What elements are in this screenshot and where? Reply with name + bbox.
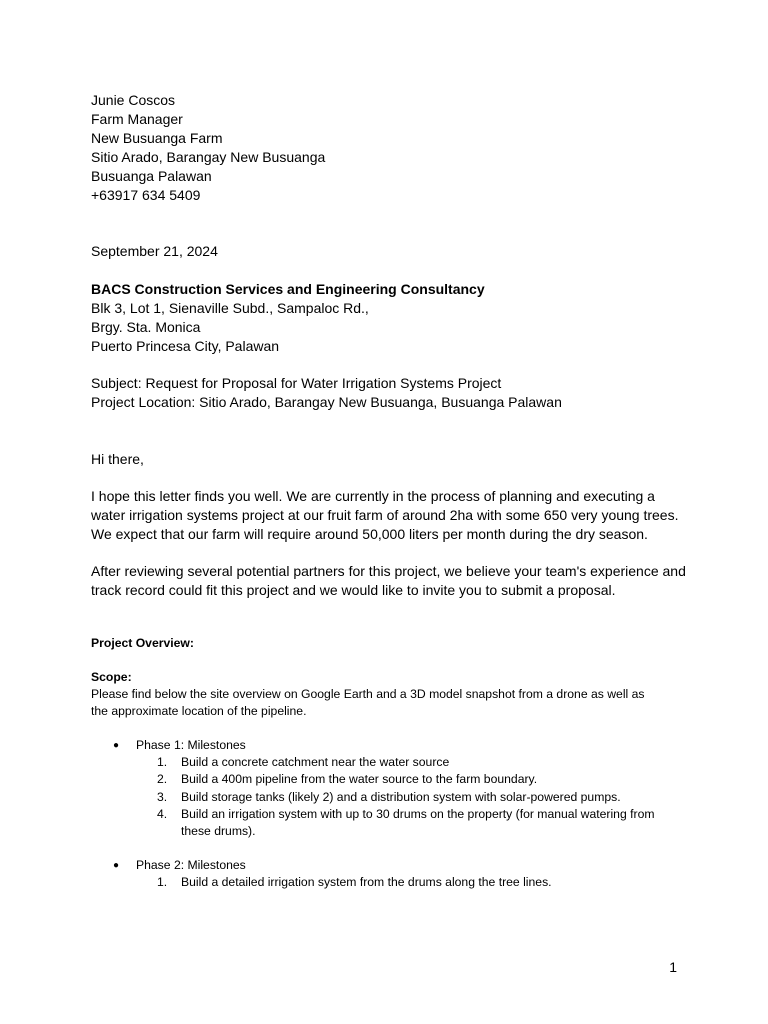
subject-block: [91, 374, 691, 412]
page-number: 1: [669, 959, 677, 975]
item-number: 2.: [157, 772, 168, 786]
item-text: Build an irrigation system with up to 30 drums on the property (for manual watering from these drums).: [181, 807, 655, 838]
greeting: Hi there,: [91, 451, 144, 467]
scope-block: [91, 669, 691, 720]
recipient-address-line-3: Puerto Princesa City, Palawan: [91, 338, 280, 354]
greeting-block: [91, 450, 691, 469]
project-location-line: Project Location: Sitio Arado, Barangay New Busuanga, Busuanga Palawan: [91, 394, 562, 410]
subject-line: Subject: Request for Proposal for Water Irrigation Systems Project: [91, 375, 502, 391]
bullet-icon: ●: [113, 740, 120, 751]
letter-date: September 21, 2024: [91, 243, 218, 259]
item-number: 3.: [157, 790, 168, 804]
overview-heading: Project Overview:: [91, 636, 194, 650]
paragraph-line: water irrigation systems project at our fruit farm of around 2ha with some 650 very young trees.: [91, 507, 679, 523]
paragraph-intro: [91, 487, 691, 544]
sender-title: Farm Manager: [91, 111, 183, 127]
paragraph-line: track record could fit this project and we would like to invite you to submit a proposal.: [91, 582, 616, 598]
item-text: Build a detailed irrigation system from the drums along the tree lines.: [181, 875, 552, 889]
phase-1-label: Phase 1: Milestones: [136, 738, 246, 752]
item-number: 1.: [157, 755, 168, 769]
sender-phone: +63917 634 5409: [91, 187, 201, 203]
scope-text-line: the approximate location of the pipeline.: [91, 704, 307, 718]
recipient-company: BACS Construction Services and Engineering Consultancy: [91, 281, 485, 297]
sender-name: Junie Coscos: [91, 92, 176, 108]
paragraph-partners: [91, 562, 691, 600]
scope-text-line: Please find below the site overview on Google Earth and a 3D model snapshot from a drone as well as: [91, 687, 645, 701]
sender-address-line-1: Sitio Arado, Barangay New Busuanga: [91, 149, 326, 165]
letter-date-block: [91, 242, 691, 261]
scope-heading: Scope:: [91, 670, 132, 684]
item-text: Build a 400m pipeline from the water source to the farm boundary.: [181, 772, 538, 786]
item-number: 1.: [157, 875, 168, 889]
sender-address-line-2: Busuanga Palawan: [91, 168, 212, 184]
paragraph-line: We expect that our farm will require around 50,000 liters per month during the dry season.: [91, 526, 648, 542]
item-text: Build storage tanks (likely 2) and a distribution system with solar-powered pumps.: [181, 790, 621, 804]
item-text: Build a concrete catchment near the water source: [181, 755, 450, 769]
item-number: 4.: [157, 807, 168, 821]
overview-heading-block: [91, 635, 691, 652]
recipient-address-line-2: Brgy. Sta. Monica: [91, 319, 201, 335]
recipient-address-line-1: Blk 3, Lot 1, Sienaville Subd., Sampaloc Rd.,: [91, 300, 369, 316]
sender-farm: New Busuanga Farm: [91, 130, 223, 146]
sender-block: [91, 91, 691, 205]
phase-2-label: Phase 2: Milestones: [136, 858, 246, 872]
bullet-icon: ●: [113, 860, 120, 871]
recipient-block: [91, 280, 691, 356]
paragraph-line: After reviewing several potential partners for this project, we believe your team's experience and: [91, 563, 686, 579]
paragraph-line: I hope this letter finds you well. We are currently in the process of planning and executing a: [91, 488, 655, 504]
